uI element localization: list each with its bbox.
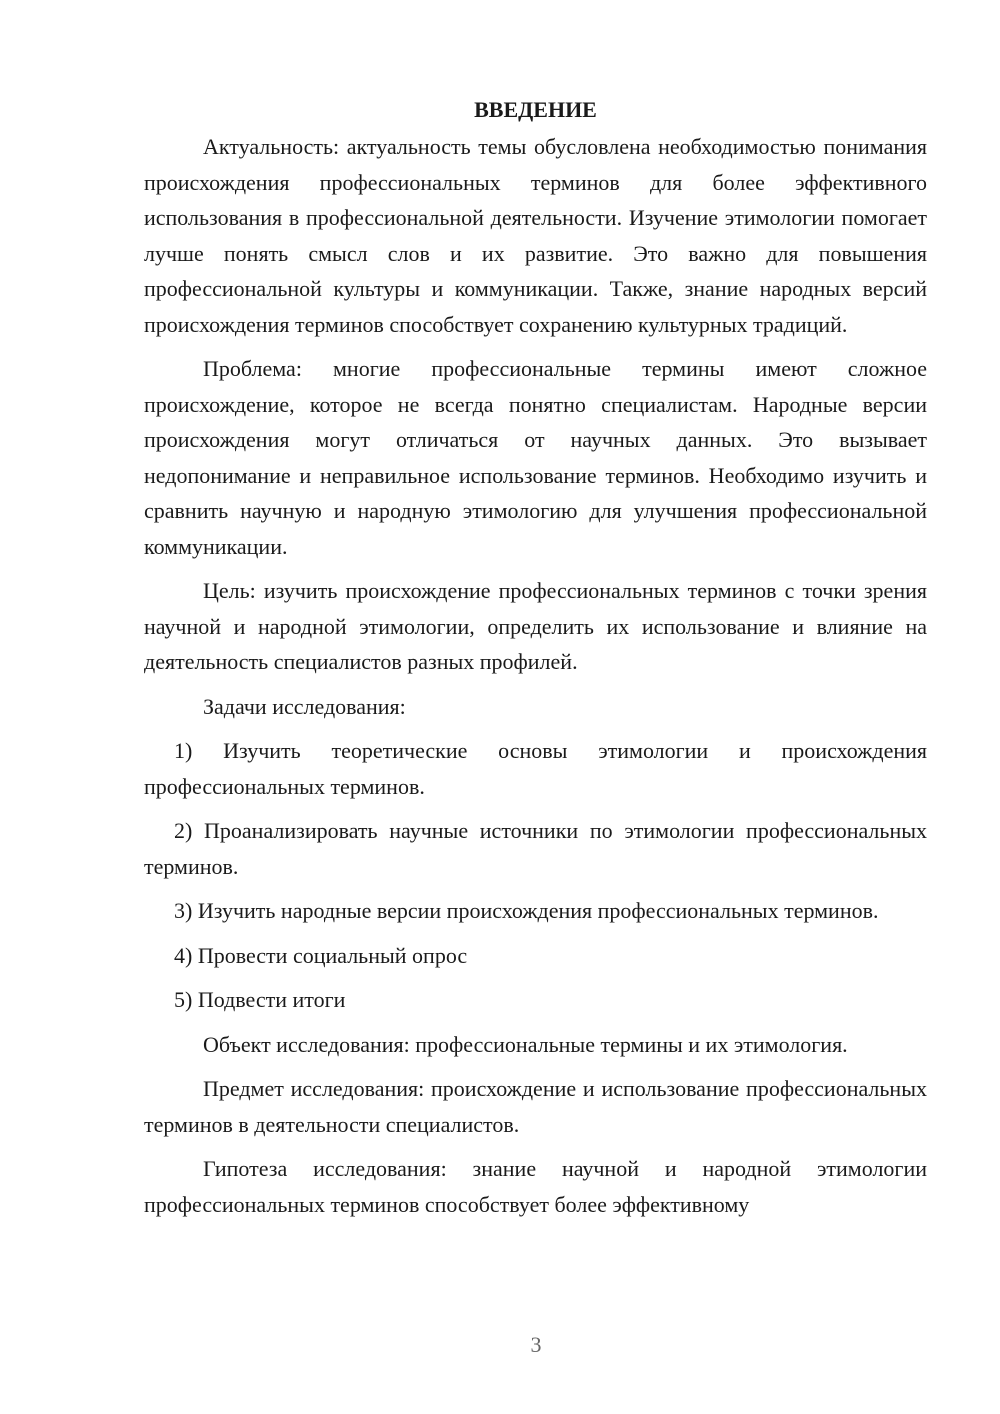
task-item-5: 5) Подвести итоги	[174, 987, 346, 1012]
paragraph-hypothesis: Гипотеза исследования: знание научной и народной этимологии профессиональных терминов способствует более эффективному	[144, 1156, 927, 1217]
section-heading: ВВЕДЕНИЕ	[474, 97, 597, 122]
page-number: 3	[530, 1332, 542, 1357]
tasks-heading: Задачи исследования:	[203, 693, 406, 719]
task-item-2: 2) Проанализировать научные источники по этимологии профессиональных терминов.	[144, 818, 927, 879]
task-item-4: 4) Провести социальный опрос	[174, 942, 468, 968]
task-item-1: 1) Изучить теоретические основы этимологии и происхождения профессиональных терминов.	[144, 738, 927, 799]
paragraph-object: Объект исследования: профессиональные термины и их этимология.	[203, 1031, 848, 1057]
paragraph-relevance: Актуальность: актуальность темы обусловлена необходимостью понимания происхождения профессиональных терминов для более эффективного использования в профессиональной деятельности. Изучение этимологии помогает лучше понять смысл слов и их развитие. Это важно для повышения профессиональной культуры и коммуникации. Также, знание народных версий происхождения терминов способствует сохранению культурных традиций.	[144, 134, 927, 337]
paragraph-problem: Проблема: многие профессиональные термины имеют сложное происхождение, которое не всегда понятно специалистам. Народные версии происхождения могут отличаться от научных данных. Это вызывает недопонимание и неправильное использование терминов. Необходимо изучить и сравнить научную и народную этимологию для улучшения профессиональной коммуникации.	[144, 356, 927, 559]
paragraph-goal: Цель: изучить происхождение профессиональных терминов с точки зрения научной и народной этимологии, определить их использование и влияние на деятельность специалистов разных профилей.	[144, 578, 927, 674]
page-content	[144, 92, 927, 1231]
paragraph-subject: Предмет исследования: происхождение и использование профессиональных терминов в деятельности специалистов.	[144, 1076, 927, 1137]
task-item-3: 3) Изучить народные версии происхождения профессиональных терминов.	[174, 898, 879, 923]
